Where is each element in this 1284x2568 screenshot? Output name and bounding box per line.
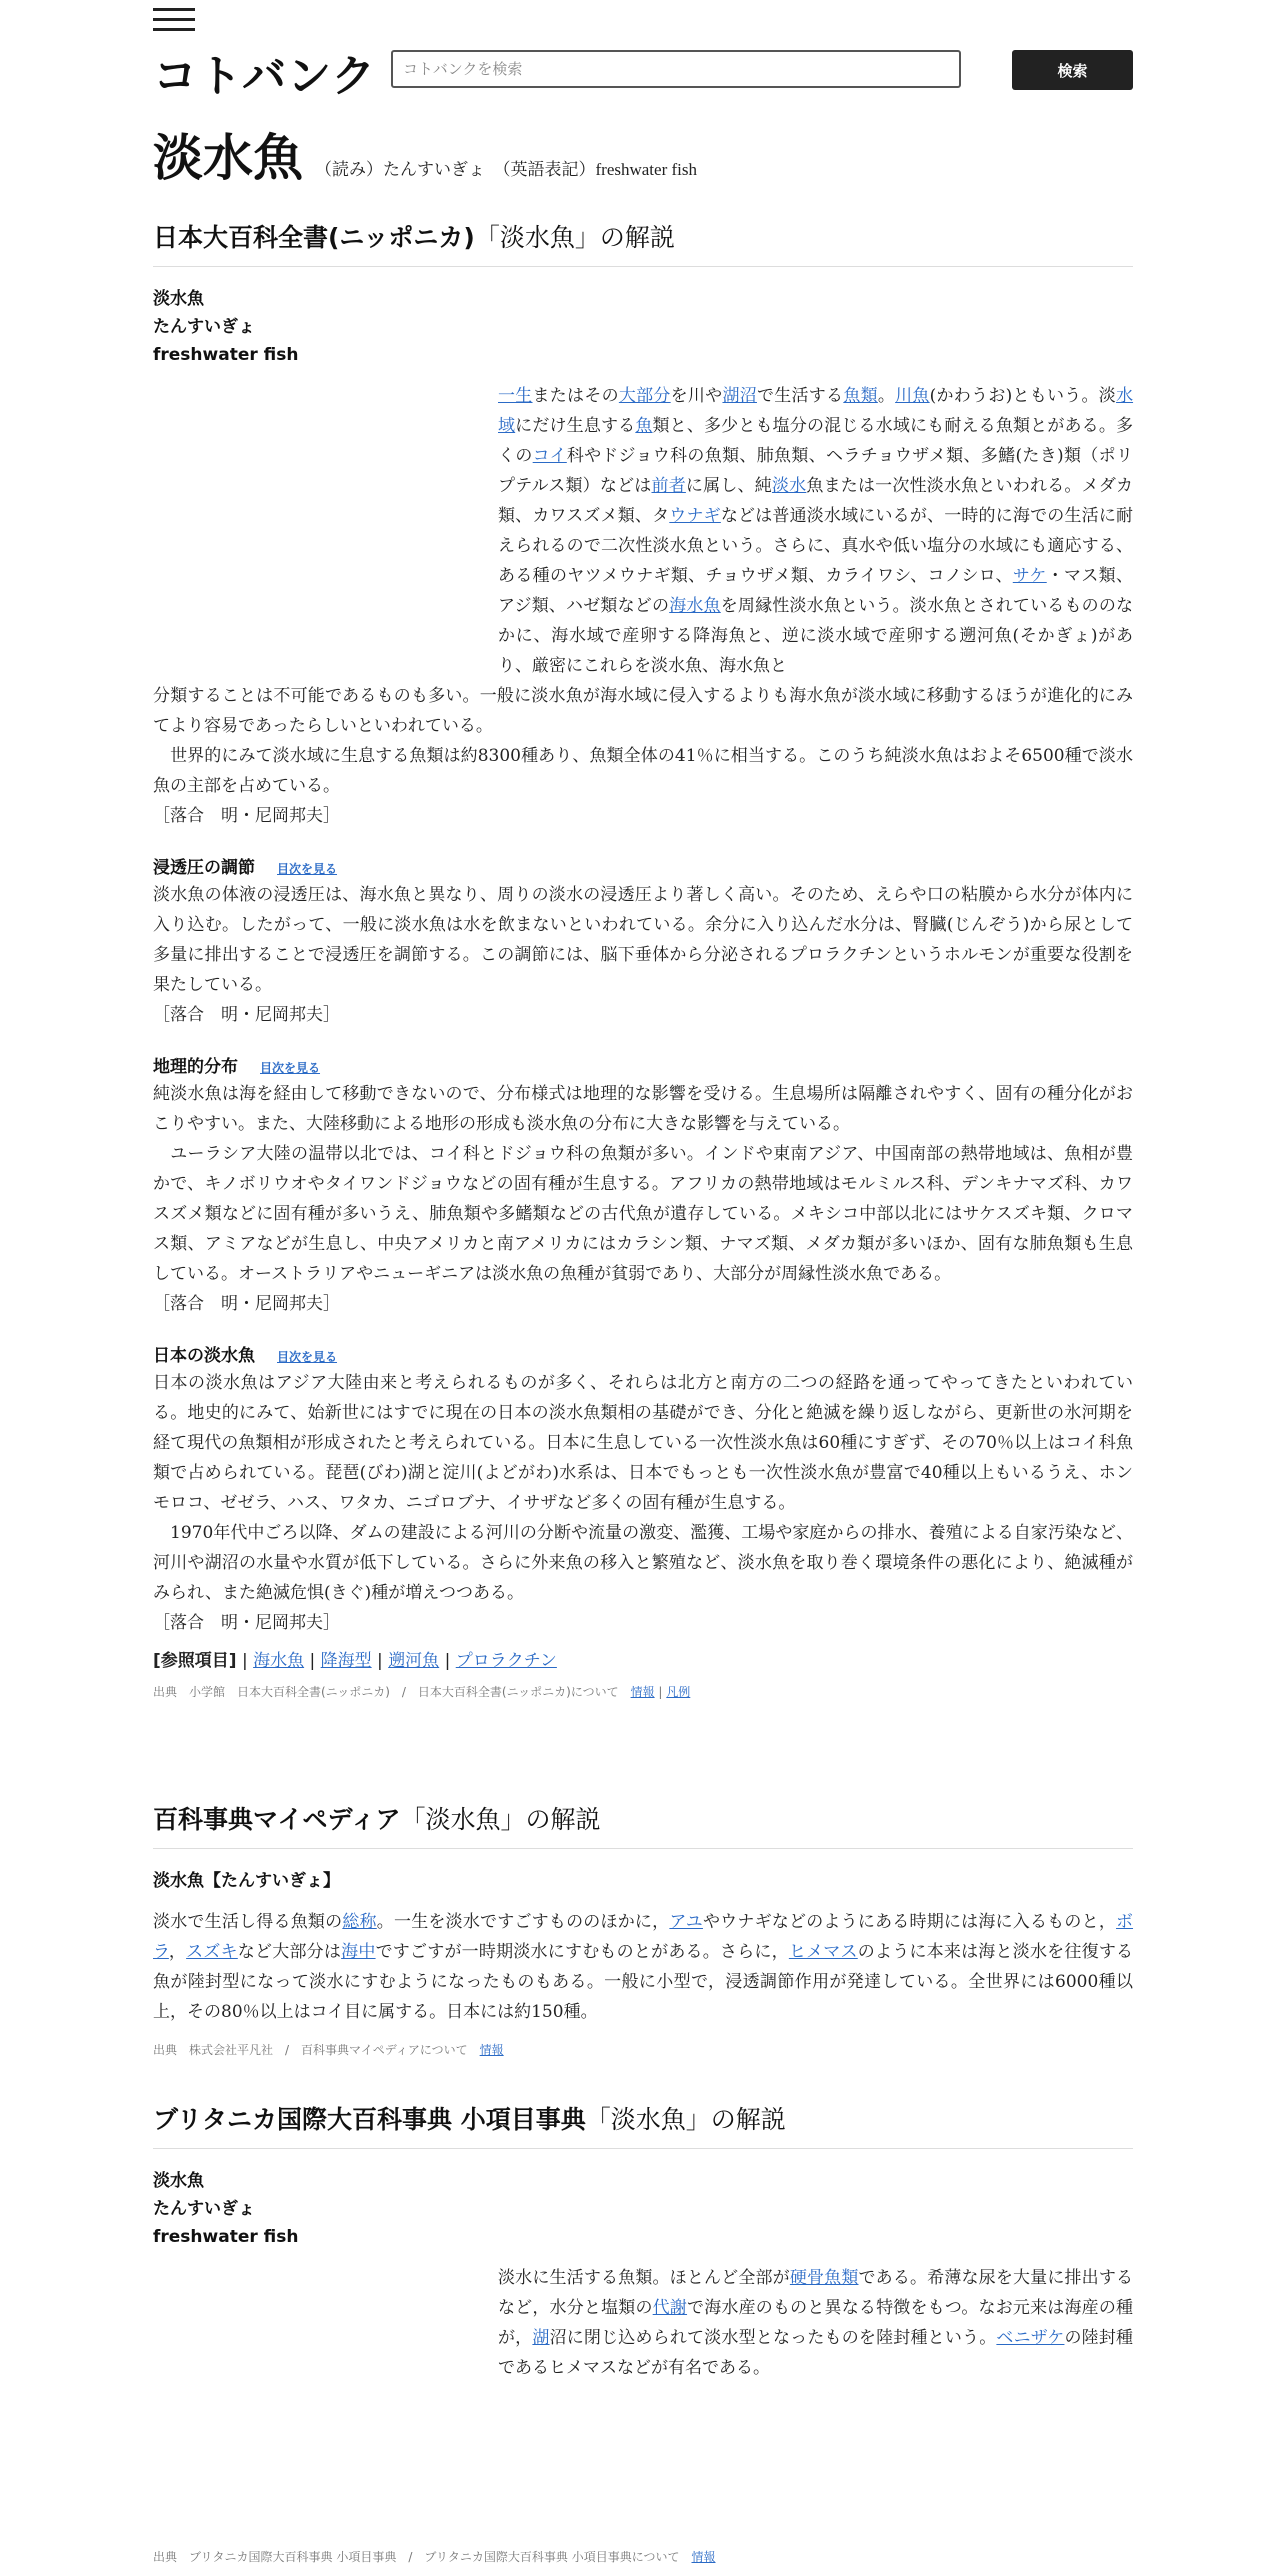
info-link[interactable]: 情報 [630,1685,655,1699]
subsection [153,1052,1133,1319]
entry-headword: 淡水魚 [153,2171,204,2191]
author: ［落合 明・尼岡邦夫］ [153,806,340,826]
source-credit: 出典 株式会社平凡社 / 百科事典マイペディアについて 情報 [153,2043,504,2057]
hanrei-link[interactable]: 凡例 [666,1685,691,1699]
source-credit: 出典 ブリタニカ国際大百科事典 小項目事典 / ブリタニカ国際大百科事典 小項目事典について 情報 [153,2550,716,2564]
term-link[interactable]: 魚 [635,416,653,436]
ref-link[interactable]: 海水魚 [253,1651,305,1671]
entry-english: freshwater fish [153,2227,299,2247]
term-link[interactable]: 海水魚 [669,596,721,616]
term-link[interactable]: 川魚 [895,386,930,406]
menu-icon[interactable] [153,8,195,34]
info-link[interactable]: 情報 [691,2550,716,2564]
entry-text: 淡水で生活し得る魚類の総称。一生を淡水ですごすもののほかに，アユやウナギなどのようにある時期には海に入るものと，ボラ，スズキなど大部分は海中ですごすが一時期淡水にすむものとがある。さらに，ヒメマスのように本来は海と淡水を往復する魚が陸封型になって淡水にすむようになったものもある。一般に小型で，浸透調節作用が発達している。全世界には6000種以上，その80％以上はコイ目に属する。日本には約150種。 [153,1912,1134,2022]
ref-link[interactable]: 遡河魚 [388,1651,440,1671]
term-link[interactable]: 淡水 [771,476,807,496]
author: ［落合 明・尼岡邦夫］ [153,1613,340,1633]
intro-text-cont: 分類することは不可能であるものも多い。一般に淡水魚が海水域に侵入するよりも海水魚が淡水域に移動するほうが進化的にみてより容易であったらしいといわれている。 [153,686,1133,736]
entry-reading: たんすいぎょ [153,317,255,337]
reference-links: [参照項目] | 海水魚 | 降海型 | 遡河魚 | プロラクチン [153,1651,557,1671]
subsection-text: 日本の淡水魚はアジア大陸由来と考えられるものが多く、それらは北方と南方の二つの経路を通ってやってきたといわれている。地史的にみて、始新世にはすでに現在の日本の淡水魚類相の基礎ができ、分化と絶滅を繰り返しながら、更新世の氷河期を経て現代の魚類相が形成されたと考えられている。日本に生息している一次性淡水魚は60種にすぎず、その70％以上はコイ科魚類で占められている。琵琶(びわ)湖と淀川(よどがわ)水系は、日本でもっとも一次性淡水魚が豊富で40種以上もいるうえ、ホンモロコ、ゼゼラ、ハス、ワタカ、ニゴロブナ、イサザなど多くの固有種が生息する。 [153,1373,1133,1513]
term-link[interactable]: アユ [669,1912,703,1932]
reading: （読み）たんすいぎょ （英語表記）freshwater fish [315,160,697,179]
nipponica-section [153,218,1133,1700]
term-link[interactable]: 総称 [342,1912,377,1932]
subsection-text: 純淡水魚は海を経由して移動できないので、分布様式は地理的な影響を受ける。生息場所は隔離されやすく、固有の種分化がおこりやすい。また、大陸移動による地形の形成も淡水魚の分布に大きな影響を与えている。 [153,1084,1133,1134]
intro-text-p2: 世界的にみて淡水域に生息する魚類は約8300種あり、魚類全体の41％に相当する。このうち純淡水魚はおよそ6500種で淡水魚の主部を占めている。 [153,746,1133,796]
term-link[interactable]: 魚類 [843,386,878,406]
term-link[interactable]: 前者 [651,476,686,496]
search-button[interactable]: 検索 [1012,50,1133,90]
subsection-title: 地理的分布 [153,1057,238,1077]
section-title: 百科事典マイペディア「淡水魚」の解説 [153,1800,1133,1849]
term-link[interactable]: ウナギ [669,506,721,526]
ref-link[interactable]: 降海型 [320,1651,372,1671]
search-input[interactable] [391,50,961,88]
info-link[interactable]: 情報 [479,2043,504,2057]
site-logo[interactable]: コトバンク [153,51,377,102]
term-link[interactable]: サケ [1012,566,1047,586]
term-link[interactable]: ヒメマス [788,1942,858,1962]
term-link[interactable]: コイ [532,446,567,466]
term-link[interactable]: 湖沼 [722,386,757,406]
toc-link[interactable]: 目次を見る [277,1350,338,1364]
subsection [153,1341,1133,1638]
subsection-text: 淡水魚の体液の浸透圧は、海水魚と異なり、周りの淡水の浸透圧より著しく高い。そのため、えらや口の粘膜から水分が体内に入り込む。したがって、一般に淡水魚は水を飲まないといわれている。余分に入り込んだ水分は、腎臓(じんぞう)から尿として多量に排出することで浸透圧を調節する。この調節には、脳下垂体から分泌されるプロラクチンというホルモンが重要な役割を果たしている。 [153,885,1133,995]
britannica-section [153,2100,1133,2383]
term-link[interactable]: 大部分 [618,386,671,406]
entry-headword: 淡水魚 [153,289,204,309]
mypedia-section [153,1800,1133,2058]
intro-text: 一生またはその大部分を川や湖沼で生活する魚類。川魚(かわうお)ともいう。淡水域にだけ生息する魚類と、多少とも塩分の混じる水域にも耐える魚類とがある。多くのコイ科やドジョウ科の魚類、肺魚類、ヘラチョウザメ類、多鰭(たき)類（ポリプテルス類）などは前者に属し、純淡水魚または一次性淡水魚といわれる。メダカ類、カワスズメ類、タウナギなどは普通淡水域にいるが、一時的に海での生活に耐えられるので二次性淡水魚という。さらに、真水や低い塩分の水域にも適応する、ある種のヤツメウナギ類、チョウザメ類、カライワシ、コノシロ、サケ・マス類、アジ類、ハゼ類などの海水魚を周縁性淡水魚という。淡水魚とされているもののなかに、海水域で産卵する降海魚と、逆に淡水域で産卵する遡河魚(そかぎょ)があり、厳密にこれらを淡水魚、海水魚と [498,386,1134,676]
term-link[interactable]: 代謝 [652,2298,688,2318]
subsection-title: 日本の淡水魚 [153,1346,255,1366]
section-title: ブリタニカ国際大百科事典 小項目事典「淡水魚」の解説 [153,2100,1133,2149]
ref-link[interactable]: プロラクチン [455,1651,557,1671]
entry-reading: たんすいぎょ [153,2199,255,2219]
page-title: 淡水魚 [153,129,303,187]
entry-headword: 淡水魚【たんすいぎょ】 [153,1871,340,1891]
source-credit: 出典 小学館 日本大百科全書(ニッポニカ) / 日本大百科全書(ニッポニカ)について 情報 | 凡例 [153,1685,691,1699]
term-link[interactable]: 海中 [341,1942,376,1962]
subsection-title: 浸透圧の調節 [153,858,255,878]
headword [153,118,697,190]
entry-text: 淡水に生活する魚類。ほとんど全部が硬骨魚類である。希薄な尿を大量に排出するなど，水分と塩類の代謝で海水産のものと異なる特徴をもつ。なお元来は海産の種が，湖沼に閉じ込められて淡水型となったものを陸封種という。ベニザケの陸封種であるヒメマスなどが有名である。 [498,2268,1134,2378]
toc-link[interactable]: 目次を見る [277,862,338,876]
term-link[interactable]: 一生 [498,386,533,406]
author: ［落合 明・尼岡邦夫］ [153,1294,340,1314]
toc-link[interactable]: 目次を見る [260,1061,321,1075]
term-link[interactable]: 水域 [498,386,1134,436]
subsection-text: 1970年代中ごろ以降、ダムの建設による河川の分断や流量の激変、濫獲、工場や家庭からの排水、養殖による自家汚染など、河川や湖沼の水量や水質が低下している。さらに外来魚の移入と繁殖など、淡水魚を取り巻く環境条件の悪化により、絶滅種がみられ、また絶滅危惧(きぐ)種が増えつつある。 [153,1523,1133,1603]
author: ［落合 明・尼岡邦夫］ [153,1005,340,1025]
term-link[interactable]: 硬骨魚類 [789,2268,859,2288]
subsection [153,853,1133,1030]
entry-english: freshwater fish [153,345,299,365]
term-link[interactable]: スズキ [186,1942,238,1962]
subsection-text: ユーラシア大陸の温帯以北では、コイ科とドジョウ科の魚類が多い。インドや東南アジア、中国南部の熱帯地域は、魚相が豊かで、キノボリウオやタイワンドジョウなどの固有種が生息する。アフリカの熱帯地域はモルミルス科、デンキナマズ科、カワスズメ類などに固有種が多いうえ、肺魚類や多鰭類などの古代魚が遺存している。メキシコ中部以北にはサケスズキ類、クロマス類、アミアなどが生息し、中央アメリカと南アメリカにはカラシン類、ナマズ類、メダカ類が多いほか、固有な肺魚類も生息している。オーストラリアやニューギニアは淡水魚の魚種が貧弱であり、大部分が周縁性淡水魚である。 [153,1144,1133,1284]
term-link[interactable]: 湖 [532,2328,550,2348]
section-title: 日本大百科全書(ニッポニカ)「淡水魚」の解説 [153,218,1133,267]
term-link[interactable]: ボラ [153,1912,1134,1962]
term-link[interactable]: ベニザケ [996,2328,1065,2348]
